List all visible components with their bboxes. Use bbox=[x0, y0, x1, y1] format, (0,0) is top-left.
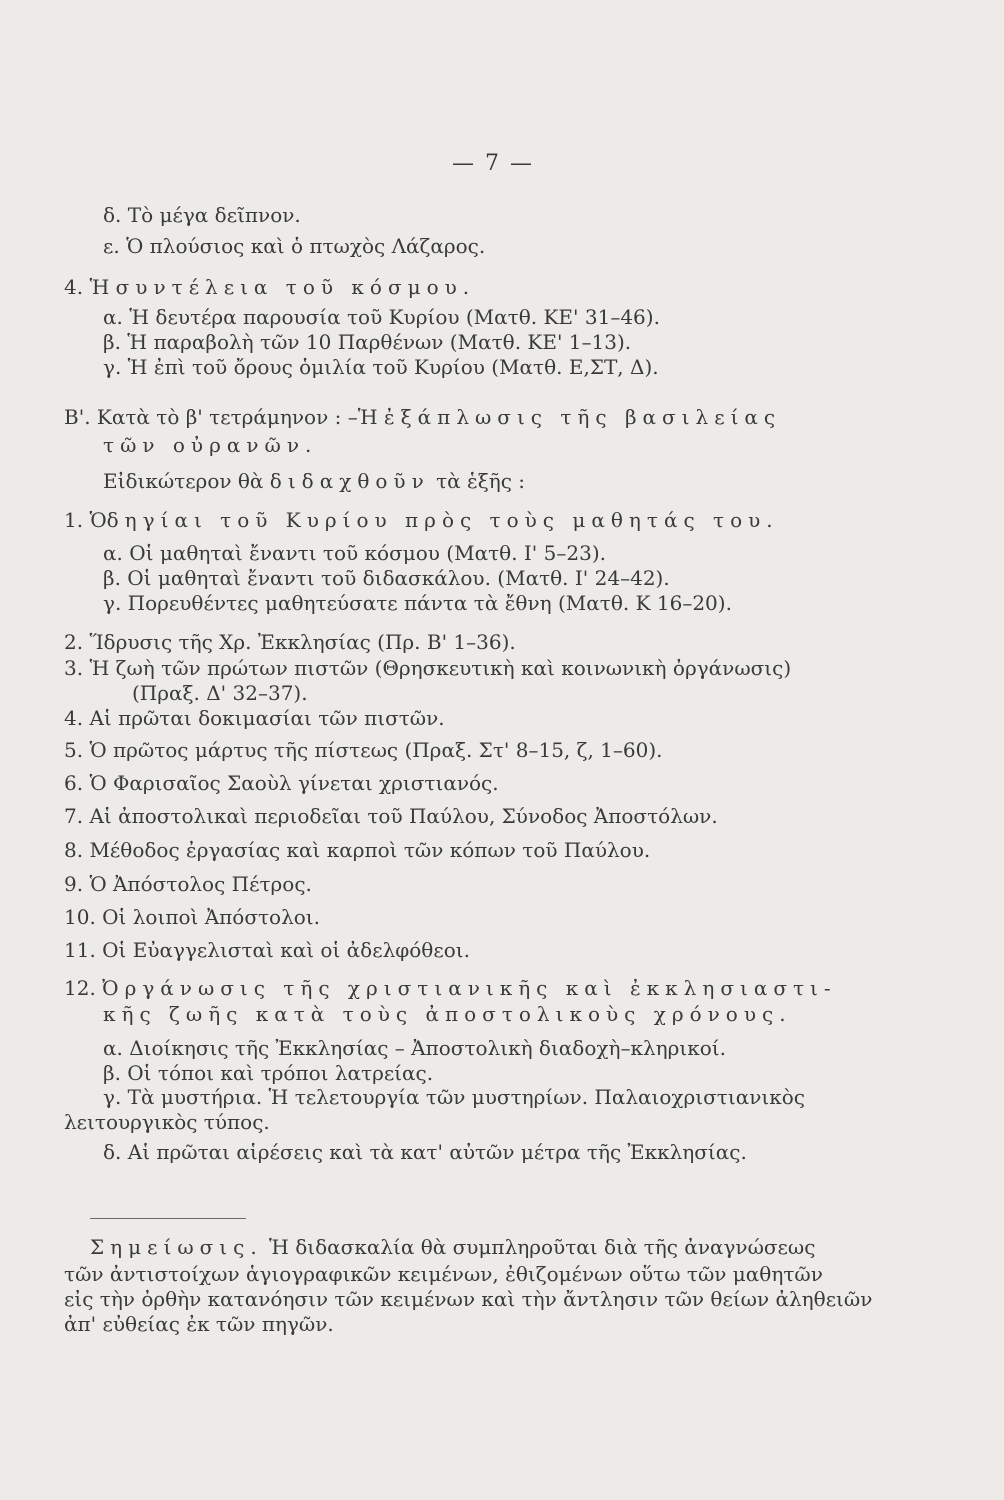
footnote-line: ἀπ' εὐθείας ἐκ τῶν πηγῶν. bbox=[64, 1312, 334, 1336]
list-item: 3. Ἡ ζωὴ τῶν πρώτων πιστῶν (Θρησκευτικὴ καὶ κοινωνικὴ ὀργάνωσις) bbox=[64, 656, 792, 680]
text-line: β. Ἡ παραβολὴ τῶν 10 Παρθένων (Ματθ. ΚΕ' 1–13). bbox=[103, 330, 632, 354]
footnote-line: εἰς τὴν ὀρθὴν κατανόησιν τῶν κειμένων καὶ τὴν ἄντλησιν τῶν θείων ἀληθειῶν bbox=[64, 1287, 873, 1311]
part-heading-title: ἐξάπλωσις τῆς βασιλείας bbox=[383, 405, 782, 429]
text-line: α. Διοίκησις τῆς Ἐκκλησίας – Ἀποστολικὴ διαδοχὴ–κληρικοί. bbox=[103, 1036, 726, 1060]
text-line: α. Ἡ δευτέρα παρουσία τοῦ Κυρίου (Ματθ. ΚΕ' 31–46). bbox=[103, 305, 660, 329]
text-line: ε. Ὁ πλούσιος καὶ ὁ πτωχὸς Λάζαρος. bbox=[103, 234, 486, 258]
text-line: γ. Τὰ μυστήρια. Ἡ τελετουργία τῶν μυστηρίων. Παλαιοχριστιανικὸς bbox=[103, 1085, 805, 1109]
list-item: 10. Οἱ λοιποὶ Ἀπόστολοι. bbox=[64, 905, 321, 929]
heading-title: συντέλεια τοῦ κόσμου. bbox=[115, 275, 476, 299]
footnote-line bbox=[90, 1235, 815, 1259]
list-item: 2. Ἵδρυσις τῆς Χρ. Ἐκκλησίας (Πρ. Β' 1–36). bbox=[64, 630, 516, 654]
list-item: 5. Ὁ πρῶτος μάρτυς τῆς πίστεως (Πραξ. Στ' 8–15, ζ, 1–60). bbox=[64, 738, 663, 762]
intro-text: τὰ ἑξῆς : bbox=[436, 469, 526, 493]
part-heading bbox=[64, 405, 781, 429]
section-heading bbox=[64, 508, 779, 532]
text-line: γ. Ἡ ἐπὶ τοῦ ὄρους ὁμιλία τοῦ Κυρίου (Ματθ. Ε,ΣΤ, Δ). bbox=[103, 355, 659, 379]
footnote-line: τῶν ἀντιστοίχων ἁγιογραφικῶν κειμένων, ἐθιζομένων οὕτω τῶν μαθητῶν bbox=[64, 1262, 823, 1286]
list-item: 4. Αἱ πρῶται δοκιμασίαι τῶν πιστῶν. bbox=[64, 706, 445, 730]
list-item: 6. Ὁ Φαρισαῖος Σαοὺλ γίνεται χριστιανός. bbox=[64, 771, 499, 795]
section-heading bbox=[64, 976, 837, 1000]
intro-line bbox=[103, 469, 525, 493]
text-line: β. Οἱ τόποι καὶ τρόποι λατρείας. bbox=[103, 1061, 434, 1085]
heading-title-cont: κῆς ζωῆς κατὰ τοὺς ἀποστολικοὺς χρόνους. bbox=[103, 1002, 792, 1026]
heading-number: 12. bbox=[64, 976, 96, 1000]
list-item: 11. Οἱ Εὐαγγελισταὶ καὶ οἱ ἀδελφόθεοι. bbox=[64, 938, 470, 962]
footnote-rule bbox=[90, 1218, 246, 1219]
heading-number: 4. Ἡ bbox=[64, 275, 110, 299]
list-item-cont: (Πραξ. Δ' 32–37). bbox=[132, 681, 308, 705]
heading-number: 1. Ὁ bbox=[64, 508, 107, 532]
part-heading-title-cont: τῶν οὐρανῶν. bbox=[103, 433, 318, 457]
intro-emphasis: διδαχθοῦν bbox=[269, 469, 430, 493]
footnote-text: Ἡ διδασκαλία θὰ συμπληροῦται διὰ τῆς ἀναγνώσεως bbox=[269, 1235, 816, 1259]
list-item: 7. Αἱ ἀποστολικαὶ περιοδεῖαι τοῦ Παύλου, Σύνοδος Ἀποστόλων. bbox=[64, 804, 718, 828]
part-heading-prefix: Β'. Κατὰ τὸ β' τετράμηνον : –Ἡ bbox=[64, 405, 378, 429]
intro-text: Εἰδικώτερον θὰ bbox=[103, 469, 264, 493]
list-item: 8. Μέθοδος ἐργασίας καὶ καρποὶ τῶν κόπων τοῦ Παύλου. bbox=[64, 838, 651, 862]
text-line: δ. Τὸ μέγα δεῖπνον. bbox=[103, 203, 301, 227]
list-item: 9. Ὁ Ἀπόστολος Πέτρος. bbox=[64, 872, 312, 896]
heading-title: δηγίαι τοῦ Κυρίου πρὸς τοὺς μαθητάς του. bbox=[106, 508, 779, 532]
section-heading bbox=[64, 275, 475, 299]
text-line-cont: λειτουργικὸς τύπος. bbox=[64, 1110, 270, 1134]
page-number: — 7 — bbox=[452, 151, 534, 176]
footnote-label: Σημείωσις. bbox=[90, 1235, 263, 1259]
heading-title: Ὀργάνωσις τῆς χριστιανικῆς καὶ ἐκκλησιαστι- bbox=[102, 976, 837, 1000]
text-line: δ. Αἱ πρῶται αἱρέσεις καὶ τὰ κατ' αὐτῶν μέτρα τῆς Ἐκκλησίας. bbox=[103, 1140, 747, 1164]
text-line: γ. Πορευθέντες μαθητεύσατε πάντα τὰ ἔθνη (Ματθ. Κ 16–20). bbox=[103, 591, 732, 615]
text-line: α. Οἱ μαθηταὶ ἔναντι τοῦ κόσμου (Ματθ. Ι' 5–23). bbox=[103, 541, 606, 565]
text-line: β. Οἱ μαθηταὶ ἔναντι τοῦ διδασκάλου. (Ματθ. Ι' 24–42). bbox=[103, 566, 670, 590]
